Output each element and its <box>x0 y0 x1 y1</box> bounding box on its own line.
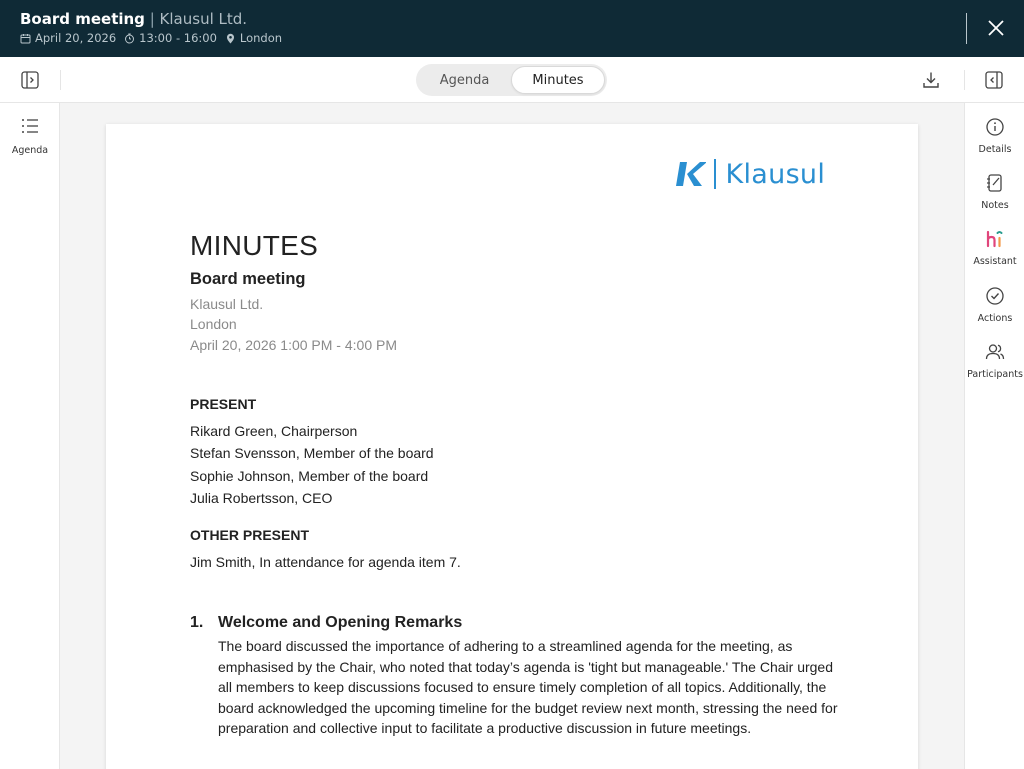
attendee: Julia Robertsson, CEO <box>190 490 333 506</box>
meeting-meta <box>20 31 290 45</box>
right-rail-item-participants[interactable] <box>965 341 1024 380</box>
right-rail-label-actions: Actions <box>977 313 1013 324</box>
calendar-icon <box>20 33 31 44</box>
right-rail-item-actions[interactable] <box>965 285 1024 324</box>
attendee: Rikard Green, Chairperson <box>190 423 358 439</box>
agenda-item-title: Welcome and Opening Remarks <box>218 614 463 631</box>
meeting-title: Board meeting <box>20 10 145 28</box>
download-icon[interactable] <box>920 69 942 91</box>
assistant-icon <box>984 228 1006 250</box>
expand-right-panel-icon[interactable] <box>983 69 1005 91</box>
agenda-item-number: 1. <box>190 614 204 631</box>
clock-icon <box>124 33 135 44</box>
close-icon[interactable] <box>984 16 1008 40</box>
minutes-document <box>106 124 918 769</box>
document-title: MINUTES <box>190 230 319 261</box>
document-toolbar <box>0 57 1024 103</box>
other-attendee: Jim Smith, In attendance for agenda item 7. <box>190 554 461 570</box>
left-rail-item-agenda[interactable] <box>0 117 60 156</box>
klausul-logo <box>676 157 825 191</box>
right-rail-item-assistant[interactable] <box>965 228 1024 267</box>
participants-icon <box>984 341 1006 363</box>
left-rail <box>0 103 60 769</box>
meeting-time: 13:00 - 16:00 <box>139 31 217 45</box>
title-separator: | <box>149 10 155 28</box>
other-present-heading: OTHER PRESENT <box>190 527 310 543</box>
right-rail-label-assistant: Assistant <box>973 256 1017 267</box>
info-icon <box>984 116 1006 138</box>
document-subtitle: Board meeting <box>190 270 306 288</box>
meeting-location: London <box>239 31 283 45</box>
notebook-icon <box>984 172 1006 194</box>
meeting-organization: Klausul Ltd. <box>159 10 248 28</box>
location-pin-icon <box>225 33 236 44</box>
left-rail-label: Agenda <box>11 145 49 156</box>
document-location: London <box>190 316 237 332</box>
present-heading: PRESENT <box>190 396 257 412</box>
right-rail-label-notes: Notes <box>981 200 1009 211</box>
meeting-title-line <box>20 10 247 28</box>
attendee: Sophie Johnson, Member of the board <box>190 468 429 484</box>
meeting-date: April 20, 2026 <box>35 31 117 45</box>
klausul-k-icon <box>676 159 706 189</box>
view-switcher <box>416 64 607 96</box>
list-icon <box>20 117 40 135</box>
check-circle-icon <box>984 285 1006 307</box>
header-divider <box>966 13 967 44</box>
right-rail-item-details[interactable] <box>965 116 1024 155</box>
logo-wordmark: Klausul <box>725 158 826 190</box>
right-rail <box>964 103 1024 769</box>
app-header <box>0 0 1024 57</box>
attendee: Stefan Svensson, Member of the board <box>190 445 434 461</box>
right-rail-label-participants: Participants <box>967 369 1023 380</box>
document-viewport[interactable] <box>61 103 964 769</box>
tab-minutes[interactable]: Minutes <box>511 66 605 94</box>
toolbar-divider-right <box>964 70 965 90</box>
document-organization: Klausul Ltd. <box>190 296 264 312</box>
right-rail-label-details: Details <box>978 144 1012 155</box>
document-datetime: April 20, 2026 1:00 PM - 4:00 PM <box>190 337 397 353</box>
tab-agenda[interactable]: Agenda <box>439 72 490 88</box>
expand-left-panel-icon[interactable] <box>19 69 41 91</box>
toolbar-divider-left <box>60 70 61 90</box>
right-rail-item-notes[interactable] <box>965 172 1024 211</box>
agenda-item-body: The board discussed the importance of adhering to a streamlined agenda for the meeting, as emphasised by the Chair, who noted that today’s agenda is 'tight but manageable.' The Chair urged all members to keep discussions focused to ensure timely completion of all topics. Additionally, the board acknowledged the upcoming timeline for the budget review next month, stressing the need for preparation and collective input to facilitate a productive discussion in future meetings. <box>218 638 838 736</box>
